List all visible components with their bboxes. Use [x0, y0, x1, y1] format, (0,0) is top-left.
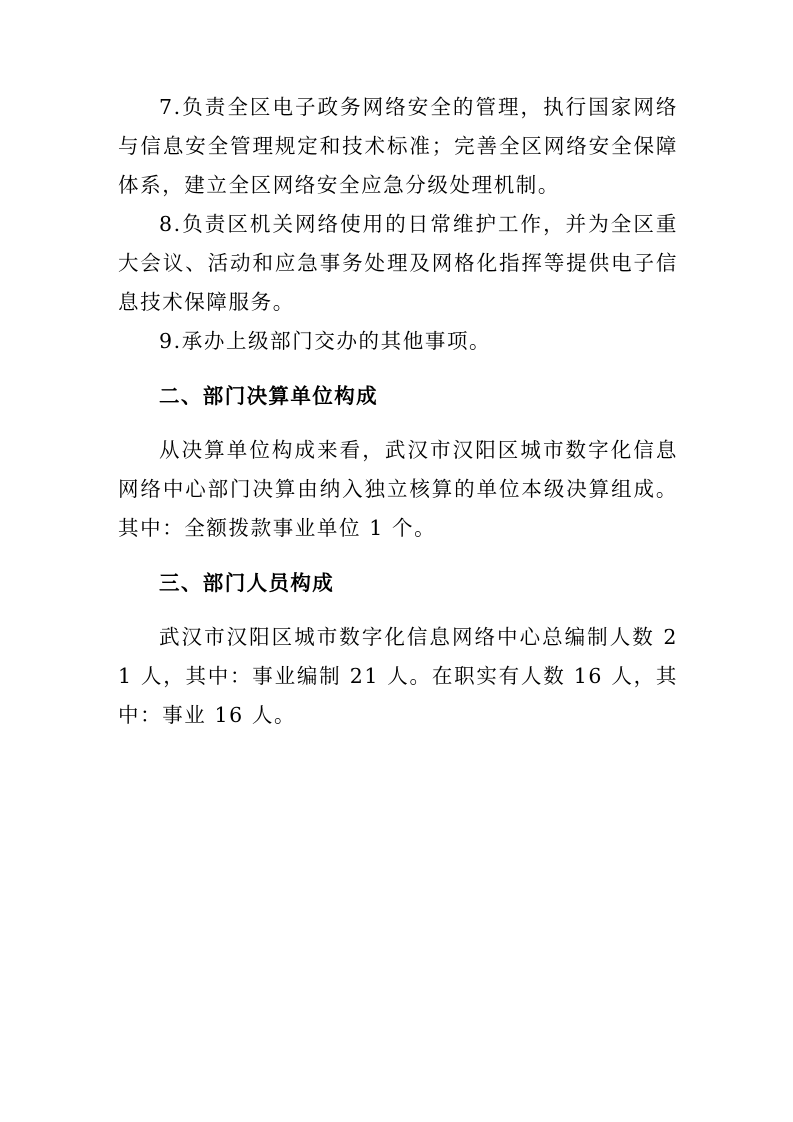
- duty-item-7: 7.负责全区电子政务网络安全的管理，执行国家网络与信息安全管理规定和技术标准；完善全区网络安全保障体系，建立全区网络安全应急分级处理机制。: [118, 95, 678, 197]
- unit-composition-paragraph: 从决算单位构成来看，武汉市汉阳区城市数字化信息网络中心部门决算由纳入独立核算的单位本级决算组成。其中：全额拨款事业单位 1 个。: [118, 438, 678, 540]
- section-heading-unit-composition: 二、部门决算单位构成: [159, 384, 378, 408]
- section-heading-staff-composition: 三、部门人员构成: [159, 571, 335, 595]
- document-body: [118, 88, 678, 735]
- duty-item-8: 8.负责区机关网络使用的日常维护工作，并为全区重大会议、活动和应急事务处理及网格化指挥等提供电子信息技术保障服务。: [118, 212, 678, 314]
- duty-item-9: 9.承办上级部门交办的其他事项。: [159, 329, 492, 353]
- staff-composition-paragraph: 武汉市汉阳区城市数字化信息网络中心总编制人数 21 人，其中：事业编制 21 人。在职实有人数 16 人，其中：事业 16 人。: [118, 625, 678, 727]
